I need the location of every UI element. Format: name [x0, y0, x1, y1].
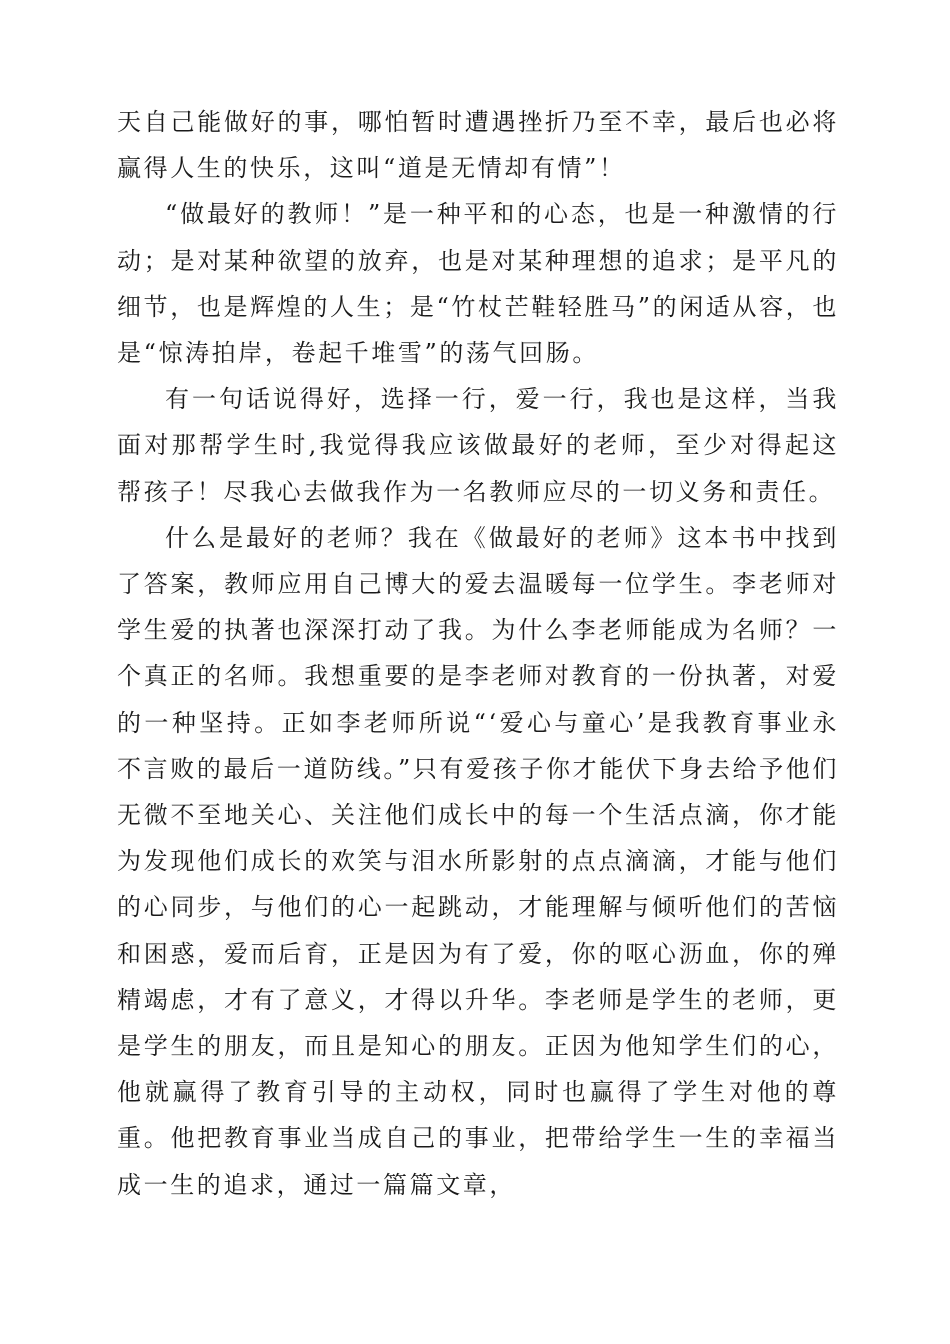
body-text: [117, 99, 839, 1208]
paragraph-3: 有一句话说得好，选择一行，爱一行，我也是这样，当我面对那帮学生时,我觉得我应该做最好的老师，至少对得起这帮孩子！尽我心去做我作为一名教师应尽的一切义务和责任。: [117, 385, 839, 506]
paragraph-1: 天自己能做好的事，哪怕暂时遭遇挫折乃至不幸，最后也必将赢得人生的快乐，这叫“道是无情却有情”！: [117, 108, 839, 183]
paragraph-2: “做最好的教师！”是一种平和的心态，也是一种激情的行动；是对某种欲望的放弃，也是对某种理想的追求；是平凡的细节，也是辉煌的人生；是“竹杖芒鞋轻胜马”的闲适从容，也是“惊涛拍岸，卷起千堆雪”的荡气回肠。: [117, 200, 839, 368]
paragraph-4: 什么是最好的老师？我在《做最好的老师》这本书中找到了答案，教师应用自己博大的爱去温暖每一位学生。李老师对学生爱的执著也深深打动了我。为什么李老师能成为名师？一个真正的名师。我想重要的是李老师对教育的一份执著，对爱的一种坚持。正如李老师所说“‘爱心与童心’是我教育事业永不言败的最后一道防线。”只有爱孩子你才能伏下身去给予他们无微不至地关心、关注他们成长中的每一个生活点滴，你才能为发现他们成长的欢笑与泪水所影射的点点滴滴，才能与他们的心同步，与他们的心一起跳动，才能理解与倾听他们的苦恼和困惑，爱而后育，正是因为有了爱，你的呕心沥血，你的殚精竭虑，才有了意义，才得以升华。李老师是学生的老师，更是学生的朋友，而且是知心的朋友。正因为他知学生们的心，他就赢得了教育引导的主动权，同时也赢得了学生对他的尊重。他把教育事业当成自己的事业，把带给学生一生的幸福当成一生的追求，通过一篇篇文章，: [117, 523, 839, 1199]
